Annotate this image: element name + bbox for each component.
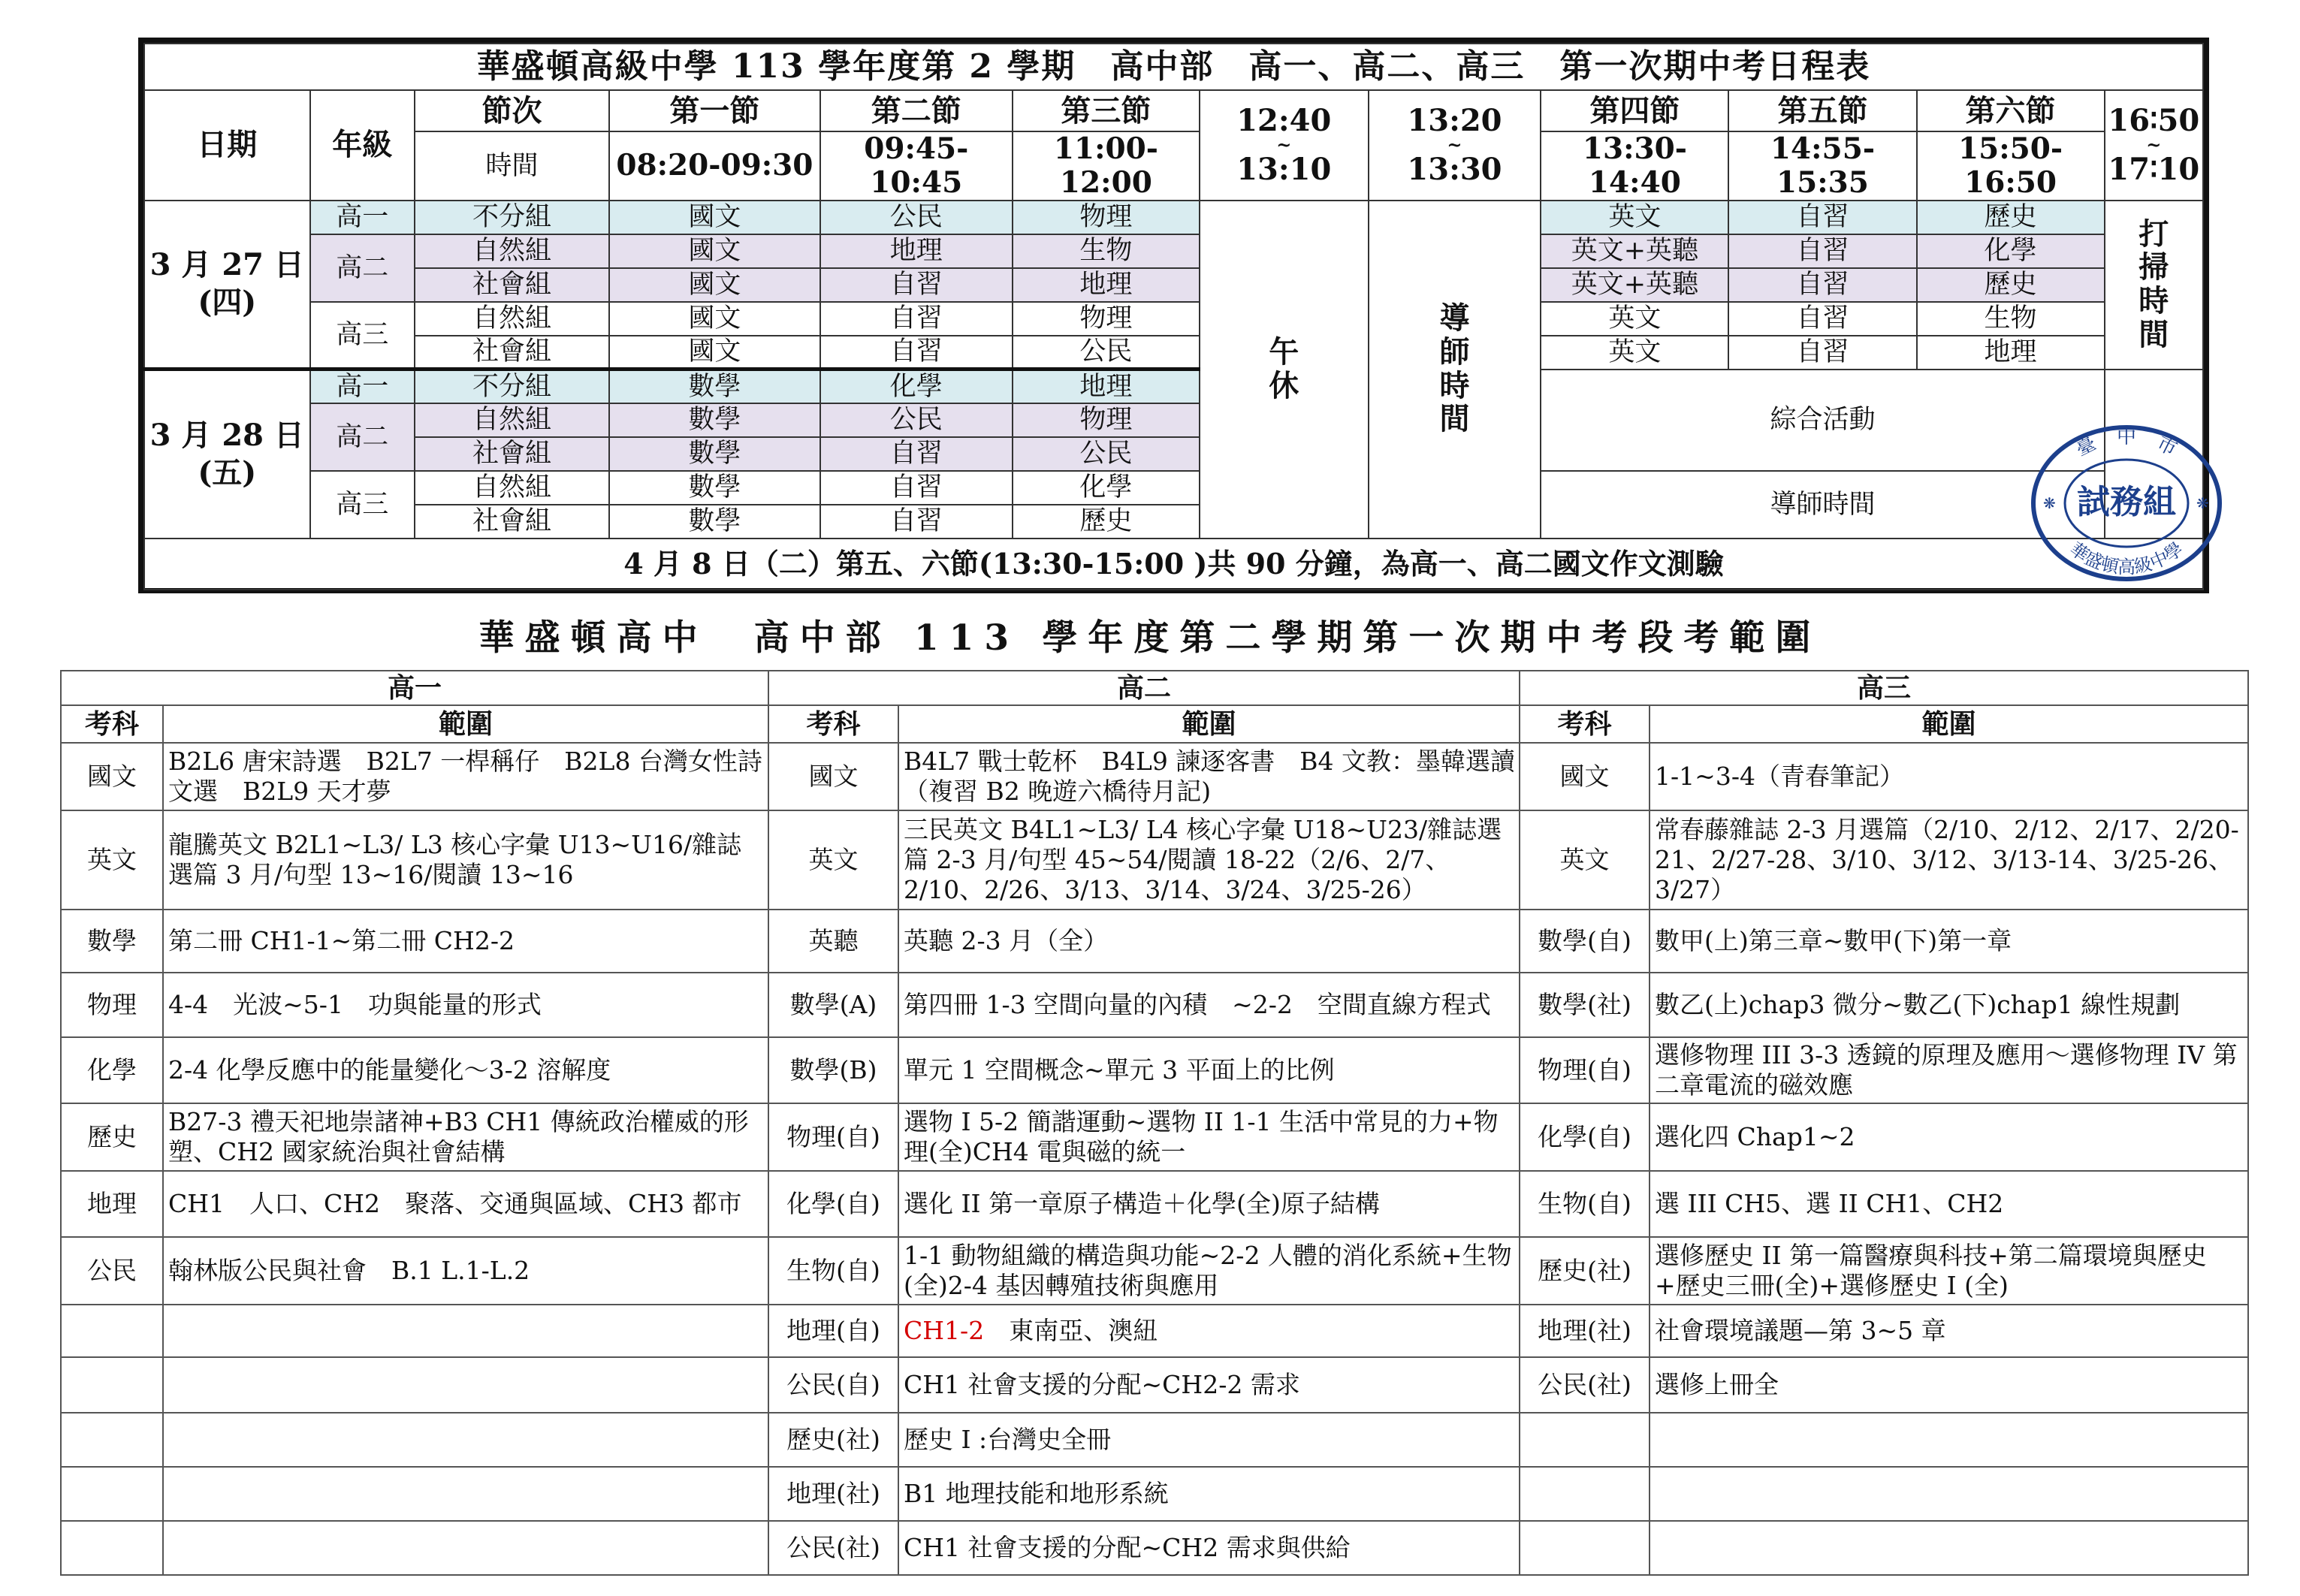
exam-subject: 自習	[820, 505, 1013, 539]
range-cell: B4L7 戰士乾杯 B4L9 諫逐客書 B4 文教：墨韓選讀（複習 B2 晚遊六橋待月記)	[898, 743, 1520, 810]
subject-cell: 數學(B)	[768, 1037, 898, 1103]
exam-subject: 數學	[609, 505, 820, 539]
exam-subject: 自習	[820, 268, 1013, 302]
lunch-break: 午休	[1200, 201, 1369, 539]
exam-subject: 數學	[609, 471, 820, 505]
header-p6: 第六節	[1917, 90, 2105, 131]
seal-bottom-text: 華盛頓高級中學	[2066, 538, 2187, 578]
range-row	[61, 1413, 2248, 1467]
group-label: 自然組	[415, 403, 609, 437]
day2-date: 3 月 28 日 (五)	[144, 370, 310, 539]
range-cell: 數甲(上)第三章~數甲(下)第一章	[1650, 910, 2248, 973]
schedule-note: 4 月 8 日（二）第五、六節(13:30-15:00 )共 90 分鐘，為高一、高二國文作文測驗	[144, 539, 2203, 590]
subject-cell: 英聽	[768, 910, 898, 973]
exam-subject: 國文	[609, 302, 820, 336]
exam-subject: 國文	[609, 336, 820, 370]
range-cell: 選 III CH5、選 II CH1、CH2	[1650, 1171, 2248, 1237]
subject-cell: 數學(A)	[768, 973, 898, 1037]
exam-subject: 歷史	[1917, 268, 2105, 302]
day2-tutor-time: 導師時間	[1541, 471, 2104, 539]
subject-cell: 英文	[768, 810, 898, 910]
range-cell: CH1-2 東南亞、澳紐	[898, 1305, 1520, 1357]
range-row	[61, 1357, 2248, 1413]
subject-cell: 公民	[61, 1237, 163, 1305]
group-label: 社會組	[415, 437, 609, 471]
subject-cell: 公民(自)	[768, 1357, 898, 1413]
exam-subject: 地理	[1013, 370, 1200, 403]
range-cell: 2-4 化學反應中的能量變化～3-2 溶解度	[163, 1037, 768, 1103]
group-label: 社會組	[415, 336, 609, 370]
range-cell: 數乙(上)chap3 微分~數乙(下)chap1 線性規劃	[1650, 973, 2248, 1037]
day2-row-g12-sci	[144, 471, 2203, 505]
header-date: 日期	[144, 90, 310, 201]
subject-cell: 公民(社)	[1520, 1357, 1650, 1413]
time-p4: 13:30-14:40	[1541, 131, 1728, 201]
subject-cell: 數學(社)	[1520, 973, 1650, 1037]
grade-label: 高三	[310, 302, 415, 370]
range-row	[61, 1467, 2248, 1521]
time-p2: 09:45-10:45	[820, 131, 1013, 201]
subject-cell: 歷史(社)	[768, 1413, 898, 1467]
exam-subject: 國文	[609, 201, 820, 234]
range-cell: 第四冊 1-3 空間向量的內積 ~2-2 空間直線方程式	[898, 973, 1520, 1037]
subject-header: 考科	[1520, 705, 1650, 743]
exam-subject: 英文	[1541, 336, 1728, 370]
range-header: 範圍	[898, 705, 1520, 743]
range-cell: 歷史 I :台灣史全冊	[898, 1413, 1520, 1467]
range-row	[61, 1103, 2248, 1171]
office-seal	[2030, 424, 2223, 582]
range-cell: B2L6 唐宋詩選 B2L7 一桿稱仔 B2L8 台灣女性詩文選 B2L9 天才夢	[163, 743, 768, 810]
subject-cell	[61, 1467, 163, 1521]
exam-subject: 數學	[609, 437, 820, 471]
exam-subject: 英文	[1541, 302, 1728, 336]
range-cell: 4-4 光波~5-1 功與能量的形式	[163, 973, 768, 1037]
exam-subject: 公民	[820, 403, 1013, 437]
range-cell: 選化 II 第一章原子構造＋化學(全)原子結構	[898, 1171, 1520, 1237]
header-p1: 第一節	[609, 90, 820, 131]
group-label: 自然組	[415, 234, 609, 268]
day1-row-g10-all	[144, 201, 2203, 234]
subject-cell: 化學(自)	[768, 1171, 898, 1237]
grade-label: 高二	[310, 403, 415, 471]
header-p5: 第五節	[1728, 90, 1916, 131]
exam-subject: 地理	[1917, 336, 2105, 370]
subject-cell: 地理	[61, 1171, 163, 1237]
grade-label: 高一	[310, 370, 415, 403]
range-cell: 社會環境議題—第 3~5 章	[1650, 1305, 2248, 1357]
exam-subject: 物理	[1013, 403, 1200, 437]
clean-time-start: 16∶50	[2108, 103, 2200, 139]
range-row	[61, 1037, 2248, 1103]
range-header: 範圍	[1650, 705, 2248, 743]
range-cell	[163, 1467, 768, 1521]
exam-schedule	[138, 38, 2209, 593]
exam-subject: 生物	[1917, 302, 2105, 336]
range-cell: 翰林版公民與社會 B.1 L.1-L.2	[163, 1237, 768, 1305]
range-row	[61, 910, 2248, 973]
subject-cell: 英文	[1520, 810, 1650, 910]
subject-cell: 地理(自)	[768, 1305, 898, 1357]
exam-subject: 物理	[1013, 302, 1200, 336]
range-cell	[163, 1305, 768, 1357]
header-p4: 第四節	[1541, 90, 1728, 131]
tutor-period: 導師時間	[1369, 201, 1541, 539]
exam-subject: 英文+英聽	[1541, 234, 1728, 268]
subject-header: 考科	[768, 705, 898, 743]
subject-cell: 國文	[768, 743, 898, 810]
tutor-time: 13:20 ~ 13:30	[1369, 90, 1541, 201]
range-row	[61, 1305, 2248, 1357]
subject-cell	[1520, 1467, 1650, 1521]
schedule-title: 華盛頓高級中學 113 學年度第 2 學期 高中部 高一、高二、高三 第一次期中考日程表	[144, 44, 2203, 90]
exam-subject: 地理	[1013, 268, 1200, 302]
lunch-time: 12:40 ~ 13:10	[1200, 90, 1369, 201]
range-cell: B1 地理技能和地形系統	[898, 1467, 1520, 1521]
range-row	[61, 973, 2248, 1037]
lunch-time-end: 13:10	[1236, 151, 1332, 187]
clean-time-end: 17∶10	[2108, 151, 2200, 187]
range-cell: 三民英文 B4L1~L3/ L4 核心字彙 U18~U23/雜誌選篇 2-3 月/句型 45~54/閱讀 18-22（2/6、2/7、2/10、2/26、3/13、3/14、3/24、3/25-26）	[898, 810, 1520, 910]
exam-subject: 物理	[1013, 201, 1200, 234]
exam-subject: 自習	[1728, 234, 1916, 268]
exam-subject: 公民	[820, 201, 1013, 234]
clean-time: 16∶50 ~ 17∶10	[2105, 90, 2203, 201]
exam-subject: 自習	[820, 437, 1013, 471]
range-row	[61, 810, 2248, 910]
exam-subject: 公民	[1013, 336, 1200, 370]
range-row	[61, 1237, 2248, 1305]
lunch-time-start: 12:40	[1236, 103, 1332, 139]
seal-star-right: ❋	[2196, 494, 2209, 512]
exam-subject: 自習	[1728, 336, 1916, 370]
group-label: 自然組	[415, 471, 609, 505]
subject-cell: 化學	[61, 1037, 163, 1103]
tutor-time-end: 13:30	[1407, 151, 1502, 187]
range-cell: 龍騰英文 B2L1~L3/ L3 核心字彙 U13~U16/雜誌選篇 3 月/句型 13~16/閱讀 13~16	[163, 810, 768, 910]
exam-subject: 自習	[820, 336, 1013, 370]
header-p3: 第三節	[1013, 90, 1200, 131]
exam-subject: 自習	[820, 471, 1013, 505]
subject-cell	[1520, 1413, 1650, 1467]
exam-subject: 化學	[820, 370, 1013, 403]
subject-header: 考科	[61, 705, 163, 743]
grade-label: 高二	[310, 234, 415, 302]
seal-star-left: ❋	[2043, 494, 2056, 512]
range-cell: 選化四 Chap1~2	[1650, 1103, 2248, 1171]
range-cell: 單元 1 空間概念~單元 3 平面上的比例	[898, 1037, 1520, 1103]
day1-row-g11-soc	[144, 268, 2203, 302]
subject-cell: 地理(社)	[768, 1467, 898, 1521]
grade12-header: 高三	[1520, 671, 2248, 705]
grade-label: 高一	[310, 201, 415, 234]
range-cell	[1650, 1413, 2248, 1467]
range-cell	[163, 1357, 768, 1413]
subject-cell	[1520, 1521, 1650, 1575]
subject-cell: 公民(社)	[768, 1521, 898, 1575]
subject-cell	[61, 1305, 163, 1357]
range-cell	[1650, 1467, 2248, 1521]
subject-cell	[61, 1357, 163, 1413]
header-grade: 年級	[310, 90, 415, 201]
exam-subject: 自習	[1728, 268, 1916, 302]
group-label: 不分組	[415, 201, 609, 234]
group-label: 社會組	[415, 505, 609, 539]
time-p1: 08:20-09:30	[609, 131, 820, 201]
grade10-header: 高一	[61, 671, 768, 705]
range-cell: CH1 人口、CH2 聚落、交通與區域、CH3 都市	[163, 1171, 768, 1237]
exam-subject: 自習	[1728, 201, 1916, 234]
exam-subject: 國文	[609, 234, 820, 268]
range-cell: 1-1 動物組織的構造與功能~2-2 人體的消化系統+生物(全)2-4 基因轉殖技術與應用	[898, 1237, 1520, 1305]
range-cell: 選物 I 5-2 簡諧運動~選物 II 1-1 生活中常見的力+物理(全)CH4 電與磁的統一	[898, 1103, 1520, 1171]
exam-subject: 數學	[609, 370, 820, 403]
range-cell: 第二冊 CH1-1~第二冊 CH2-2	[163, 910, 768, 973]
range-cell	[163, 1521, 768, 1575]
group-label: 社會組	[415, 268, 609, 302]
seal-center-text: 試務組	[2077, 483, 2176, 521]
day2-row-g10-all	[144, 370, 2203, 403]
header-period: 節次	[415, 90, 609, 131]
exam-subject: 英文	[1541, 201, 1728, 234]
range-row	[61, 1171, 2248, 1237]
header-p2: 第二節	[820, 90, 1013, 131]
range-cell: 選修上冊全	[1650, 1357, 2248, 1413]
day2-activity: 綜合活動	[1541, 370, 2104, 471]
day1-row-g12-soc	[144, 336, 2203, 370]
group-label: 自然組	[415, 302, 609, 336]
exam-subject: 數學	[609, 403, 820, 437]
subject-cell: 數學	[61, 910, 163, 973]
subject-cell: 歷史(社)	[1520, 1237, 1650, 1305]
grade11-header: 高二	[768, 671, 1520, 705]
range-row	[61, 743, 2248, 810]
range-cell: B27-3 禮天祀地崇諸神+B3 CH1 傳統政治權威的形塑、CH2 國家統治與社會結構	[163, 1103, 768, 1171]
subject-cell: 物理(自)	[1520, 1037, 1650, 1103]
range-cell	[1650, 1521, 2248, 1575]
range-cell	[163, 1413, 768, 1467]
exam-subject: 國文	[609, 268, 820, 302]
range-highlight: CH1-2	[904, 1316, 985, 1345]
tutor-time-start: 13:20	[1407, 103, 1502, 139]
exam-subject: 英文+英聽	[1541, 268, 1728, 302]
subject-cell	[61, 1521, 163, 1575]
subject-cell: 國文	[1520, 743, 1650, 810]
exam-subject: 自習	[1728, 302, 1916, 336]
subject-cell: 生物(自)	[768, 1237, 898, 1305]
range-cell: CH1 社會支援的分配~CH2-2 需求	[898, 1357, 1520, 1413]
range-cell: 選修歷史 II 第一篇醫療與科技+第二篇環境與歷史+歷史三冊(全)+選修歷史 I (全)	[1650, 1237, 2248, 1305]
exam-subject: 自習	[820, 302, 1013, 336]
seal-top-text: 臺 中 市	[2072, 426, 2181, 461]
header-time: 時間	[415, 131, 609, 201]
range-cell: 英聽 2-3 月（全）	[898, 910, 1520, 973]
exam-subject: 歷史	[1013, 505, 1200, 539]
subject-cell: 國文	[61, 743, 163, 810]
time-p6: 15:50-16:50	[1917, 131, 2105, 201]
subject-cell: 英文	[61, 810, 163, 910]
subject-cell: 歷史	[61, 1103, 163, 1171]
subject-cell: 化學(自)	[1520, 1103, 1650, 1171]
range-cell: 選修物理 III 3-3 透鏡的原理及應用～選修物理 IV 第二章電流的磁效應	[1650, 1037, 2248, 1103]
group-label: 不分組	[415, 370, 609, 403]
day1-row-g11-sci	[144, 234, 2203, 268]
range-cell: 1-1~3-4（青春筆記）	[1650, 743, 2248, 810]
time-p5: 14:55-15:35	[1728, 131, 1916, 201]
exam-subject: 化學	[1917, 234, 2105, 268]
exam-subject: 生物	[1013, 234, 1200, 268]
exam-subject: 歷史	[1917, 201, 2105, 234]
range-cell: 常春藤雜誌 2-3 月選篇（2/10、2/12、2/17、2/20-21、2/27-28、3/10、3/12、3/13-14、3/25-26、3/27）	[1650, 810, 2248, 910]
subject-cell	[61, 1413, 163, 1467]
exam-subject: 化學	[1013, 471, 1200, 505]
grade-label: 高三	[310, 471, 415, 539]
subject-cell: 數學(自)	[1520, 910, 1650, 973]
day1-row-g12-sci	[144, 302, 2203, 336]
range-cell: CH1 社會支援的分配~CH2 需求與供給	[898, 1521, 1520, 1575]
range-row	[61, 1521, 2248, 1575]
range-header: 範圍	[163, 705, 768, 743]
time-p3: 11:00-12:00	[1013, 131, 1200, 201]
subject-cell: 物理	[61, 973, 163, 1037]
exam-subject: 地理	[820, 234, 1013, 268]
cleaning-time: 打掃時間	[2105, 201, 2203, 370]
schedule-table	[143, 43, 2204, 590]
subject-cell: 地理(社)	[1520, 1305, 1650, 1357]
exam-subject: 公民	[1013, 437, 1200, 471]
range-title: 華盛頓高中 高中部 113 學年度第二學期第一次期中考段考範圍	[478, 617, 1822, 659]
subject-cell: 物理(自)	[768, 1103, 898, 1171]
day1-date: 3 月 27 日 (四)	[144, 201, 310, 370]
exam-range-table	[60, 670, 2249, 1576]
subject-cell: 生物(自)	[1520, 1171, 1650, 1237]
